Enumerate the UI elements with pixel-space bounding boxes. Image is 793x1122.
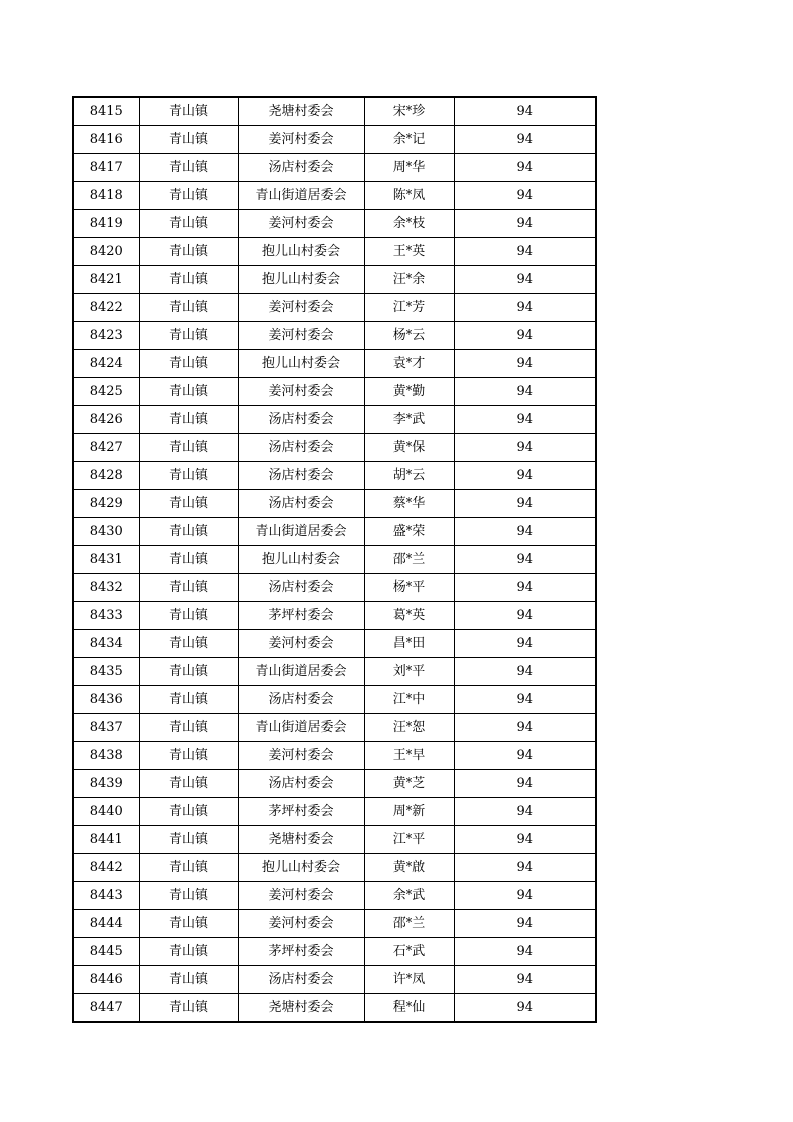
- id-cell: 8438: [73, 742, 139, 770]
- name-cell: 蔡*华: [364, 490, 454, 518]
- town-cell: 青山镇: [139, 182, 238, 210]
- value-cell: 94: [454, 882, 596, 910]
- town-cell: 青山镇: [139, 770, 238, 798]
- name-cell: 胡*云: [364, 462, 454, 490]
- village-cell: 汤店村委会: [238, 434, 364, 462]
- id-cell: 8443: [73, 882, 139, 910]
- value-cell: 94: [454, 182, 596, 210]
- name-cell: 石*武: [364, 938, 454, 966]
- id-cell: 8420: [73, 238, 139, 266]
- village-cell: 姜河村委会: [238, 882, 364, 910]
- table-row: [73, 966, 596, 994]
- value-cell: 94: [454, 910, 596, 938]
- village-cell: 姜河村委会: [238, 630, 364, 658]
- id-cell: 8440: [73, 798, 139, 826]
- id-cell: 8435: [73, 658, 139, 686]
- town-cell: 青山镇: [139, 910, 238, 938]
- name-cell: 李*武: [364, 406, 454, 434]
- id-cell: 8422: [73, 294, 139, 322]
- value-cell: 94: [454, 210, 596, 238]
- roster-table: [72, 96, 597, 1023]
- town-cell: 青山镇: [139, 294, 238, 322]
- table-row: [73, 462, 596, 490]
- name-cell: 杨*云: [364, 322, 454, 350]
- village-cell: 汤店村委会: [238, 686, 364, 714]
- village-cell: 姜河村委会: [238, 210, 364, 238]
- id-cell: 8415: [73, 97, 139, 126]
- village-cell: 姜河村委会: [238, 742, 364, 770]
- table-row: [73, 182, 596, 210]
- id-cell: 8431: [73, 546, 139, 574]
- name-cell: 余*武: [364, 882, 454, 910]
- table-row: [73, 434, 596, 462]
- id-cell: 8428: [73, 462, 139, 490]
- id-cell: 8433: [73, 602, 139, 630]
- town-cell: 青山镇: [139, 238, 238, 266]
- id-cell: 8437: [73, 714, 139, 742]
- name-cell: 余*枝: [364, 210, 454, 238]
- name-cell: 江*平: [364, 826, 454, 854]
- table-row: [73, 938, 596, 966]
- name-cell: 袁*才: [364, 350, 454, 378]
- town-cell: 青山镇: [139, 574, 238, 602]
- value-cell: 94: [454, 294, 596, 322]
- village-cell: 抱儿山村委会: [238, 854, 364, 882]
- value-cell: 94: [454, 97, 596, 126]
- name-cell: 王*早: [364, 742, 454, 770]
- village-cell: 青山街道居委会: [238, 658, 364, 686]
- town-cell: 青山镇: [139, 210, 238, 238]
- village-cell: 抱儿山村委会: [238, 238, 364, 266]
- table-row: [73, 266, 596, 294]
- name-cell: 江*芳: [364, 294, 454, 322]
- town-cell: 青山镇: [139, 938, 238, 966]
- town-cell: 青山镇: [139, 406, 238, 434]
- id-cell: 8429: [73, 490, 139, 518]
- table-row: [73, 770, 596, 798]
- town-cell: 青山镇: [139, 350, 238, 378]
- table-row: [73, 882, 596, 910]
- town-cell: 青山镇: [139, 966, 238, 994]
- value-cell: 94: [454, 686, 596, 714]
- town-cell: 青山镇: [139, 462, 238, 490]
- town-cell: 青山镇: [139, 602, 238, 630]
- town-cell: 青山镇: [139, 546, 238, 574]
- id-cell: 8421: [73, 266, 139, 294]
- village-cell: 姜河村委会: [238, 378, 364, 406]
- table-row: [73, 574, 596, 602]
- town-cell: 青山镇: [139, 266, 238, 294]
- value-cell: 94: [454, 350, 596, 378]
- name-cell: 邵*兰: [364, 546, 454, 574]
- value-cell: 94: [454, 322, 596, 350]
- town-cell: 青山镇: [139, 126, 238, 154]
- town-cell: 青山镇: [139, 518, 238, 546]
- name-cell: 刘*平: [364, 658, 454, 686]
- name-cell: 宋*珍: [364, 97, 454, 126]
- value-cell: 94: [454, 826, 596, 854]
- id-cell: 8446: [73, 966, 139, 994]
- table-row: [73, 630, 596, 658]
- table-row: [73, 910, 596, 938]
- town-cell: 青山镇: [139, 322, 238, 350]
- village-cell: 姜河村委会: [238, 910, 364, 938]
- table-row: [73, 742, 596, 770]
- town-cell: 青山镇: [139, 434, 238, 462]
- name-cell: 周*新: [364, 798, 454, 826]
- name-cell: 陈*凤: [364, 182, 454, 210]
- table-row: [73, 490, 596, 518]
- village-cell: 茅坪村委会: [238, 602, 364, 630]
- village-cell: 抱儿山村委会: [238, 350, 364, 378]
- id-cell: 8447: [73, 994, 139, 1023]
- table-row: [73, 602, 596, 630]
- value-cell: 94: [454, 630, 596, 658]
- village-cell: 尧塘村委会: [238, 994, 364, 1023]
- value-cell: 94: [454, 966, 596, 994]
- id-cell: 8442: [73, 854, 139, 882]
- town-cell: 青山镇: [139, 97, 238, 126]
- name-cell: 江*中: [364, 686, 454, 714]
- value-cell: 94: [454, 378, 596, 406]
- value-cell: 94: [454, 574, 596, 602]
- name-cell: 许*凤: [364, 966, 454, 994]
- name-cell: 邵*兰: [364, 910, 454, 938]
- table-row: [73, 714, 596, 742]
- village-cell: 茅坪村委会: [238, 938, 364, 966]
- name-cell: 杨*平: [364, 574, 454, 602]
- name-cell: 黄*保: [364, 434, 454, 462]
- table-row: [73, 854, 596, 882]
- value-cell: 94: [454, 434, 596, 462]
- town-cell: 青山镇: [139, 630, 238, 658]
- village-cell: 汤店村委会: [238, 490, 364, 518]
- id-cell: 8417: [73, 154, 139, 182]
- id-cell: 8441: [73, 826, 139, 854]
- table-row: [73, 378, 596, 406]
- value-cell: 94: [454, 406, 596, 434]
- village-cell: 姜河村委会: [238, 322, 364, 350]
- village-cell: 抱儿山村委会: [238, 266, 364, 294]
- table-row: [73, 546, 596, 574]
- town-cell: 青山镇: [139, 798, 238, 826]
- value-cell: 94: [454, 714, 596, 742]
- table-row: [73, 126, 596, 154]
- village-cell: 青山街道居委会: [238, 714, 364, 742]
- name-cell: 黄*芝: [364, 770, 454, 798]
- table-row: [73, 994, 596, 1023]
- town-cell: 青山镇: [139, 826, 238, 854]
- name-cell: 盛*荣: [364, 518, 454, 546]
- town-cell: 青山镇: [139, 658, 238, 686]
- id-cell: 8418: [73, 182, 139, 210]
- value-cell: 94: [454, 994, 596, 1023]
- table-row: [73, 658, 596, 686]
- name-cell: 周*华: [364, 154, 454, 182]
- id-cell: 8439: [73, 770, 139, 798]
- name-cell: 余*记: [364, 126, 454, 154]
- town-cell: 青山镇: [139, 378, 238, 406]
- table-row: [73, 518, 596, 546]
- value-cell: 94: [454, 546, 596, 574]
- town-cell: 青山镇: [139, 154, 238, 182]
- value-cell: 94: [454, 770, 596, 798]
- id-cell: 8445: [73, 938, 139, 966]
- value-cell: 94: [454, 126, 596, 154]
- name-cell: 汪*余: [364, 266, 454, 294]
- roster-table-body: [73, 97, 596, 1022]
- town-cell: 青山镇: [139, 490, 238, 518]
- id-cell: 8426: [73, 406, 139, 434]
- village-cell: 青山街道居委会: [238, 518, 364, 546]
- town-cell: 青山镇: [139, 994, 238, 1023]
- name-cell: 王*英: [364, 238, 454, 266]
- village-cell: 汤店村委会: [238, 154, 364, 182]
- value-cell: 94: [454, 462, 596, 490]
- id-cell: 8430: [73, 518, 139, 546]
- name-cell: 昌*田: [364, 630, 454, 658]
- table-row: [73, 798, 596, 826]
- value-cell: 94: [454, 154, 596, 182]
- value-cell: 94: [454, 490, 596, 518]
- id-cell: 8434: [73, 630, 139, 658]
- village-cell: 汤店村委会: [238, 966, 364, 994]
- town-cell: 青山镇: [139, 742, 238, 770]
- id-cell: 8423: [73, 322, 139, 350]
- name-cell: 程*仙: [364, 994, 454, 1023]
- village-cell: 姜河村委会: [238, 294, 364, 322]
- id-cell: 8432: [73, 574, 139, 602]
- town-cell: 青山镇: [139, 854, 238, 882]
- village-cell: 姜河村委会: [238, 126, 364, 154]
- village-cell: 汤店村委会: [238, 406, 364, 434]
- value-cell: 94: [454, 798, 596, 826]
- table-row: [73, 322, 596, 350]
- village-cell: 青山街道居委会: [238, 182, 364, 210]
- value-cell: 94: [454, 854, 596, 882]
- town-cell: 青山镇: [139, 714, 238, 742]
- table-row: [73, 406, 596, 434]
- village-cell: 尧塘村委会: [238, 97, 364, 126]
- table-row: [73, 350, 596, 378]
- village-cell: 汤店村委会: [238, 462, 364, 490]
- table-row: [73, 826, 596, 854]
- name-cell: 黄*勤: [364, 378, 454, 406]
- village-cell: 抱儿山村委会: [238, 546, 364, 574]
- id-cell: 8436: [73, 686, 139, 714]
- town-cell: 青山镇: [139, 882, 238, 910]
- village-cell: 汤店村委会: [238, 770, 364, 798]
- value-cell: 94: [454, 658, 596, 686]
- id-cell: 8419: [73, 210, 139, 238]
- id-cell: 8416: [73, 126, 139, 154]
- id-cell: 8444: [73, 910, 139, 938]
- table-row: [73, 294, 596, 322]
- id-cell: 8427: [73, 434, 139, 462]
- town-cell: 青山镇: [139, 686, 238, 714]
- table-row: [73, 238, 596, 266]
- value-cell: 94: [454, 742, 596, 770]
- name-cell: 葛*英: [364, 602, 454, 630]
- value-cell: 94: [454, 938, 596, 966]
- id-cell: 8424: [73, 350, 139, 378]
- name-cell: 黄*啟: [364, 854, 454, 882]
- value-cell: 94: [454, 266, 596, 294]
- value-cell: 94: [454, 602, 596, 630]
- value-cell: 94: [454, 238, 596, 266]
- table-row: [73, 154, 596, 182]
- table-row: [73, 686, 596, 714]
- village-cell: 尧塘村委会: [238, 826, 364, 854]
- table-row: [73, 97, 596, 126]
- name-cell: 汪*恕: [364, 714, 454, 742]
- village-cell: 茅坪村委会: [238, 798, 364, 826]
- village-cell: 汤店村委会: [238, 574, 364, 602]
- value-cell: 94: [454, 518, 596, 546]
- id-cell: 8425: [73, 378, 139, 406]
- table-row: [73, 210, 596, 238]
